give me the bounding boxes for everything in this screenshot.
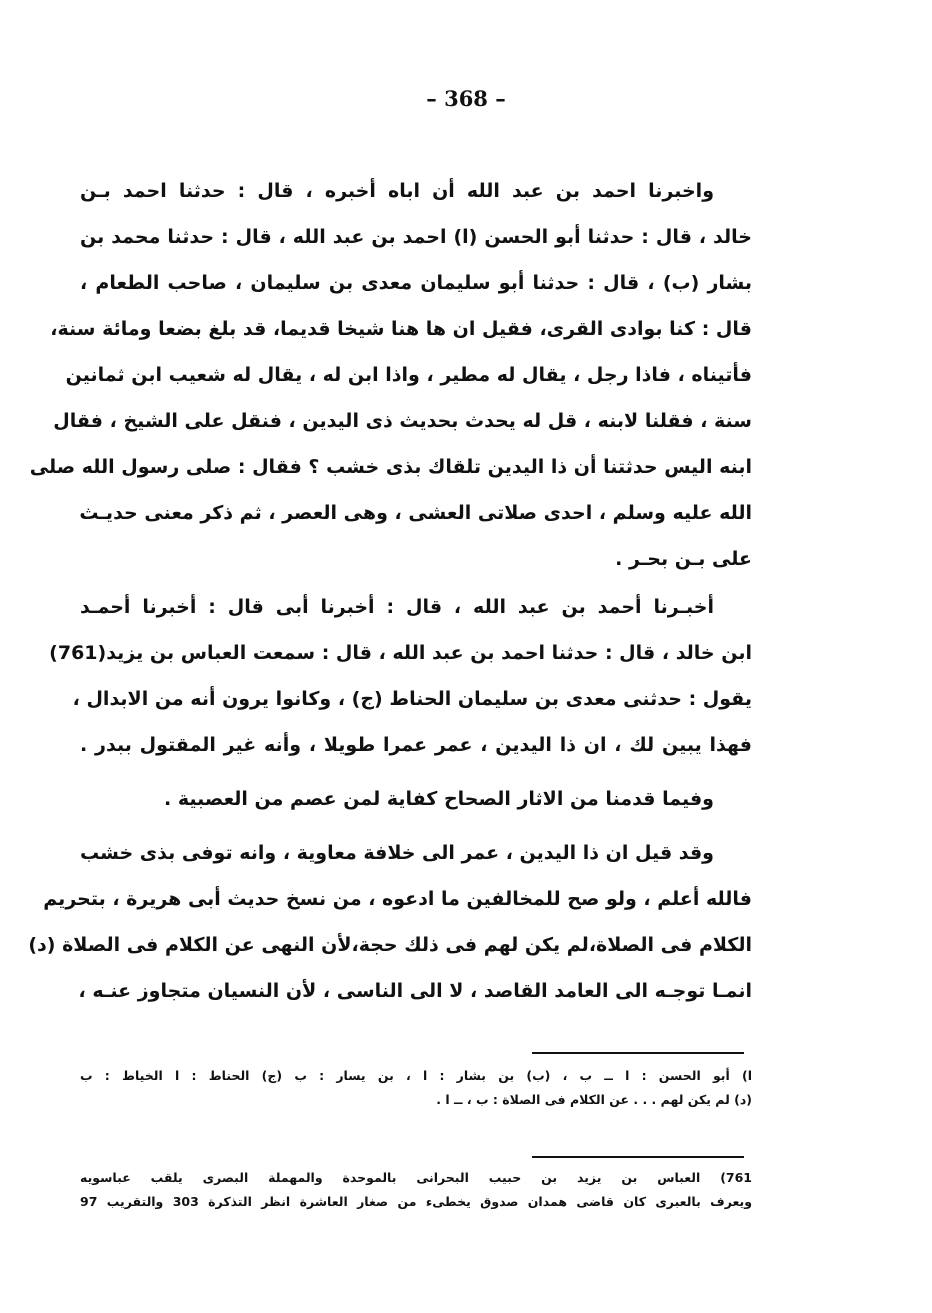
text-line: الله عليه وسلم ، احدى صلاتى العشى ، وهى العصر ، ثم ذكر معنى حديـث bbox=[79, 502, 752, 524]
paragraph-3 bbox=[80, 776, 752, 822]
text-line: فهذا يبين لك ، ان ذا اليدين ، عمر عمرا طويلا ، وأنه غير المقتول ببدر . bbox=[80, 734, 752, 756]
page-number: – 368 – bbox=[426, 86, 506, 111]
footnote-line: 761) العباس بن يزيد بن حبيب البحرانى بالموحدة والمهملة البصرى يلقب عباسويه bbox=[80, 1170, 752, 1185]
text-line: سنة ، فقلنا لابنه ، قل له يحدث بحديث ذى اليدين ، فنقل على الشيخ ، فقال bbox=[53, 410, 752, 432]
footnote-line: ا) أبو الحسن : ا ــ ب ، (ب) بن بشار : ا ، بن يسار : ب (ج) الحناط : ا الخياط : ب bbox=[80, 1068, 752, 1083]
text-line: قال : كنا بوادى القرى، فقيل ان ها هنا شيخا قديما، قد بلغ بضعا ومائة سنة، bbox=[50, 318, 752, 340]
footnote-line: (د) لم يكن لهم . . . عن الكلام فى الصلاة : ب ، ــ ا . bbox=[436, 1092, 752, 1107]
text-line: بشار (ب) ، قال : حدثنا أبو سليمان معدى بن سليمان ، صاحب الطعام ، bbox=[80, 272, 752, 294]
text-line: فأتيناه ، فاذا رجل ، يقال له مطير ، واذا ابن له ، يقال له شعيب ابن ثمانين bbox=[65, 364, 752, 386]
biographical-footnotes bbox=[80, 1166, 752, 1214]
paragraph-4 bbox=[28, 830, 752, 1014]
text-line: انمـا توجـه الى العامد القاصد ، لا الى الناسى ، لأن النسيان متجاوز عنـه ، bbox=[78, 980, 752, 1002]
text-line: فالله أعلم ، ولو صح للمخالفين ما ادعوه ، من نسخ حديث أبى هريرة ، بتحريم bbox=[43, 888, 752, 910]
text-line: وفيما قدمنا من الاثار الصحاح كفاية لمن عصم من العصبية . bbox=[163, 788, 714, 810]
text-line: ابنه اليس حدثتنا أن ذا اليدين تلقاك بذى خشب ؟ فقال : صلى رسول الله صلى bbox=[29, 456, 752, 478]
text-line: واخبرنا احمد بن عبد الله أن اباه أخبره ، قال : حدثنا احمد بـن bbox=[80, 180, 714, 202]
variant-footnotes bbox=[80, 1064, 752, 1112]
text-line: خالد ، قال : حدثنا أبو الحسن (ا) احمد بن عبد الله ، قال : حدثنا محمد بن bbox=[80, 226, 752, 248]
text-line: الكلام فى الصلاة،لم يكن لهم فى ذلك حجة،لأن النهى عن الكلام فى الصلاة (د) bbox=[28, 934, 752, 956]
text-line: على بـن بحـر . bbox=[615, 548, 752, 570]
text-line: وقد قيل ان ذا اليدين ، عمر الى خلافة معاوية ، وانه توفى بذى خشب bbox=[80, 842, 714, 864]
footnote-divider bbox=[532, 1052, 744, 1054]
footnote-divider bbox=[532, 1156, 744, 1158]
footnote-line: ويعرف بالعبرى كان قاضى همدان صدوق يخطىء من صغار العاشرة انظر التذكرة 303 والتقريب 97 bbox=[80, 1194, 752, 1209]
text-line: أخبـرنا أحمد بن عبد الله ، قال : أخبرنا أبى قال : أخبرنا أحمـد bbox=[80, 596, 714, 618]
paragraph-2 bbox=[49, 584, 752, 768]
text-line: يقول : حدثنى معدى بن سليمان الحناط (ج) ، وكانوا يرون أنه من الابدال ، bbox=[72, 688, 752, 710]
paragraph-1 bbox=[29, 168, 752, 582]
text-line: ابن خالد ، قال : حدثنا احمد بن عبد الله ، قال : سمعت العباس بن يزيد(761) bbox=[49, 642, 752, 664]
